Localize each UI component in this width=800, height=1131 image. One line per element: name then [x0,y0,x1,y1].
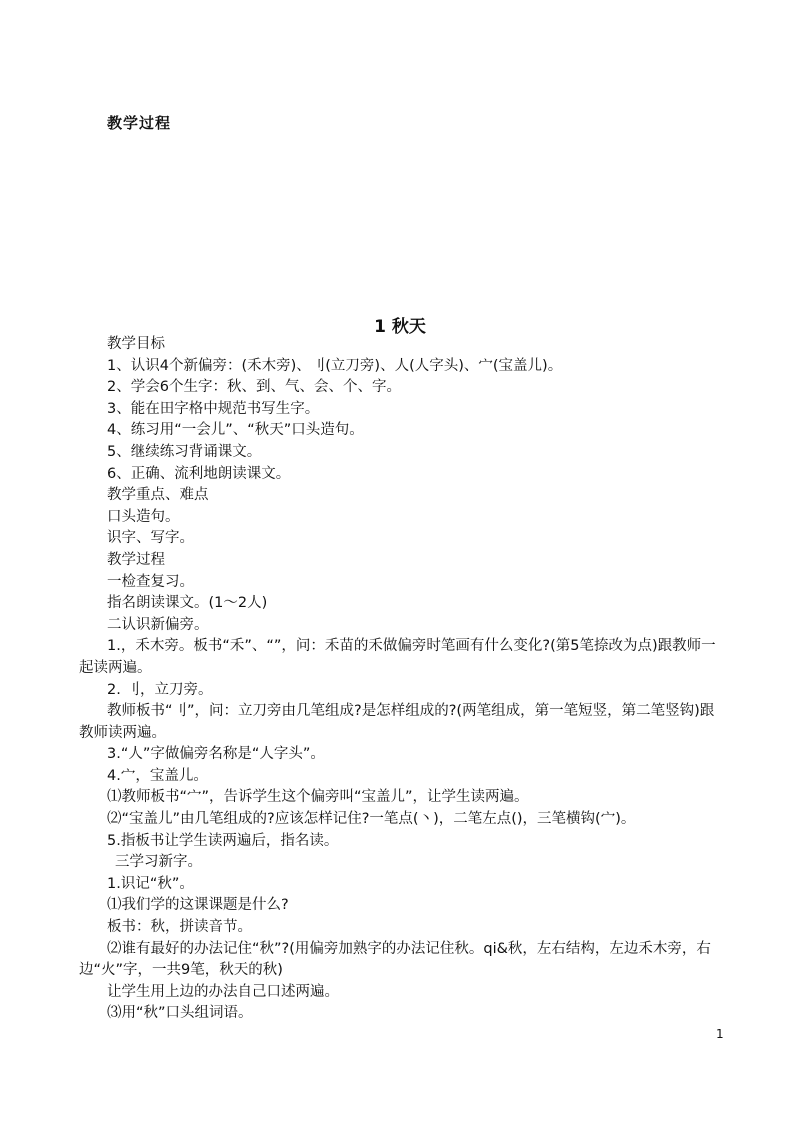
step-text: 1.，禾木旁。板书“禾”、“”，问：禾苗的禾做偏旁时笔画有什么变化?(第5笔捺改为点)跟教师一起读两遍。 [79,638,716,676]
focus-heading: 教学重点、难点 [107,487,209,504]
process-heading: 教学过程 [107,551,165,568]
step-heading: 一检查复习。 [107,573,194,590]
step-text: ⑴我们学的这课课题是什么? [107,897,289,914]
step-text: 教师板书“刂”，问：立刀旁由几笔组成?是怎样组成的?(两笔组成，第一笔短竖，第二笔竖钩)跟教师读两遍。 [79,703,715,741]
goal-item: 1、认识4个新偏旁：(禾木旁)、刂(立刀旁)、人(人字头)、宀(宝盖儿)。 [107,357,563,374]
step-text: ⑴教师板书“宀”，告诉学生这个偏旁叫“宝盖儿”，让学生读两遍。 [107,789,529,806]
step-heading: 二认识新偏旁。 [107,616,209,633]
page-number: 1 [716,1027,724,1041]
step-text: 让学生用上边的办法自己口述两遍。 [107,983,339,1000]
step-text: 1.识记“秋”。 [107,875,194,892]
lesson-body [79,334,719,1025]
step-text: 指名朗读课文。(1～2人) [107,595,268,612]
step-text: ⑶用“秋”口头组词语。 [107,1005,253,1022]
focus-item: 口头造句。 [107,508,180,525]
goal-item: 2、学会6个生字：秋、到、气、会、个、字。 [107,379,401,396]
step-text: 4.宀，宝盖儿。 [107,767,208,784]
page-header: 教学过程 [107,114,172,132]
step-heading: 三学习新字。 [115,854,202,871]
step-text: 板书：秋，拼读音节。 [107,919,252,936]
goals-heading: 教学目标 [107,336,165,352]
goal-item: 6、正确、流利地朗读课文。 [107,465,291,482]
step-text: 5.指板书让学生读两遍后，指名读。 [107,832,339,849]
goal-item: 5、继续练习背诵课文。 [107,443,262,460]
step-text: ⑵“宝盖儿”由几笔组成的?应该怎样记住?一笔点(丶)，二笔左点()，三笔横钩(宀)。 [107,811,636,828]
lesson-title: 1 秋天 [374,317,426,337]
goal-item: 4、练习用“一会儿”、“秋天”口头造句。 [107,422,364,439]
step-text: 3.“人”字做偏旁名称是“人字头”。 [107,746,325,763]
goal-item: 3、能在田字格中规范书写生字。 [107,400,320,417]
step-text: ⑵谁有最好的办法记住“秋”?(用偏旁加熟字的办法记住秋。qi&秋，左右结构，左边禾木旁，右边“火”字，一共9笔，秋天的秋) [79,940,711,979]
focus-item: 识字、写字。 [107,530,194,547]
step-text: 2. 刂，立刀旁。 [107,681,213,698]
